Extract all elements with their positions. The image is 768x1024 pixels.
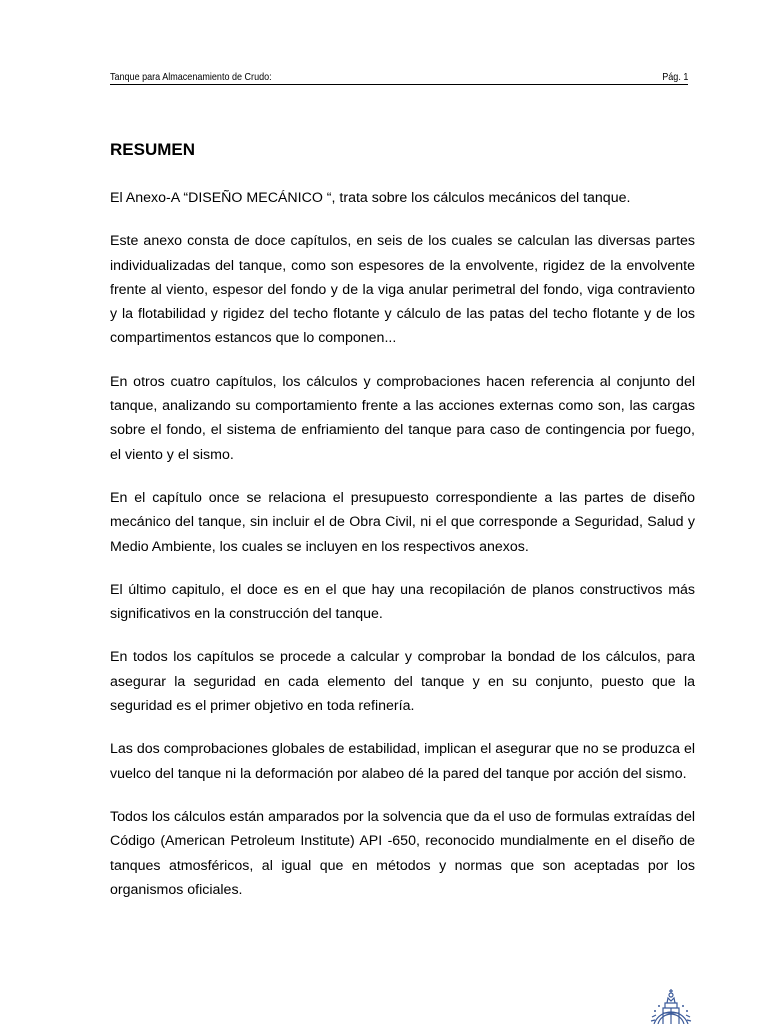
running-header [110,70,688,85]
paragraph: El último capitulo, el doce es en el que hay una recopilación de planos constructivos más significativos en la construcción del tanque. [110,581,695,623]
university-seal-icon [646,981,696,1024]
paragraph: Este anexo consta de doce capítulos, en seis de los cuales se calculan las diversas partes individualizadas del tanque, como son espesores de la envolvente, rigidez de la envolvente frente al viento, espesor del fondo y de la viga anular perimetral del fondo, viga contraviento y la flotabilidad y rigidez del techo flotante y cálculo de las patas del techo flotante y de los compartimentos estancos que lo componen... [110,233,695,347]
section-title: RESUMEN [110,140,196,159]
paragraph: En otros cuatro capítulos, los cálculos y comprobaciones hacen referencia al conjunto del tanque, analizando su comportamiento frente a las acciones externas como son, las cargas sobre el fondo, el sistema de enfriamiento del tanque para caso de contingencia por fuego, el viento y el sismo. [110,373,695,463]
paragraph: El Anexo-A “DISEÑO MECÁNICO “, trata sobre los cálculos mecánicos del tanque. [110,190,631,206]
document-body [110,186,695,921]
paragraph: Todos los cálculos están amparados por la solvencia que da el uso de formulas extraídas del Código (American Petroleum Institute) API -650, reconocido mundialmente en el diseño de tanques atmosféricos, al igual que en métodos y normas que son aceptadas por los organismos oficiales. [110,808,695,898]
paragraph: En todos los capítulos se procede a calcular y comprobar la bondad de los cálculos, para asegurar la seguridad en cada elemento del tanque y en su conjunto, puesto que la seguridad es el primer objetivo en toda refinería. [110,649,695,715]
header-title: Tanque para Almacenamiento de Crudo: [110,71,272,83]
paragraph: Las dos comprobaciones globales de estabilidad, implican el asegurar que no se produzca el vuelco del tanque ni la deformación por alabeo dé la pared del tanque por acción del sismo. [110,741,695,782]
page-number: Pág. 1 [661,71,688,83]
paragraph: En el capítulo once se relaciona el presupuesto correspondiente a las partes de diseño mecánico del tanque, sin incluir el de Obra Civil, ni el que corresponde a Seguridad, Salud y Medio Ambiente, los cuales se incluyen en los respectivos anexos. [110,489,695,555]
